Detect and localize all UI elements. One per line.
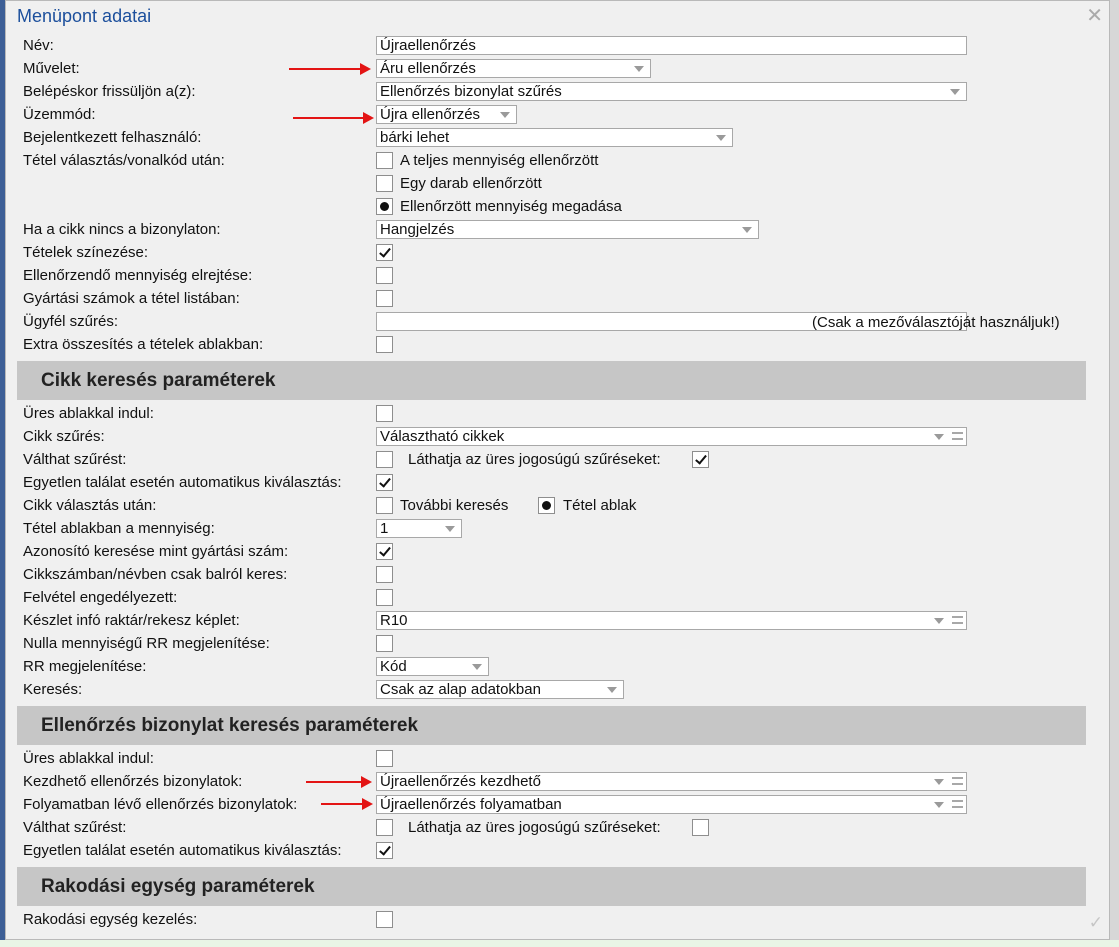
rr-display-label: RR megjelenítése:: [23, 658, 147, 675]
item-start-empty-checkbox[interactable]: [376, 405, 393, 422]
logged-in-user-label: Bejelentkezett felhasználó:: [23, 129, 202, 146]
extra-summary-label: Extra összesítés a tételek ablakban:: [23, 336, 264, 353]
check-icon: ✓: [1088, 913, 1103, 932]
item-coloring-checkbox[interactable]: [376, 244, 393, 261]
mode-select[interactable]: Újra ellenőrzés: [376, 105, 517, 124]
chevron-down-icon: [607, 687, 617, 693]
item-switch-filter-label: Válthat szűrést:: [23, 451, 127, 468]
chevron-down-icon: [950, 89, 960, 95]
handling-unit-checkbox[interactable]: [376, 911, 393, 928]
chevron-down-icon: [934, 434, 944, 440]
close-icon[interactable]: ✕: [1086, 5, 1103, 27]
doc-switch-filter-checkbox[interactable]: [376, 819, 393, 836]
stock-formula-select[interactable]: R10: [376, 611, 967, 630]
item-switch-filter-checkbox[interactable]: [376, 451, 393, 468]
annotation-arrow-startable-docs: [306, 781, 370, 783]
after-item-select-label: Tétel választás/vonalkód után:: [23, 152, 225, 169]
list-icon: [952, 616, 963, 624]
item-auto-select-checkbox[interactable]: [376, 474, 393, 491]
annotation-arrow-mode: [293, 117, 372, 119]
left-only-search-checkbox[interactable]: [376, 566, 393, 583]
id-as-serial-checkbox[interactable]: [376, 543, 393, 560]
item-filter-select[interactable]: Választható cikkek: [376, 427, 967, 446]
logged-in-user-select[interactable]: bárki lehet: [376, 128, 733, 147]
extra-summary-checkbox[interactable]: [376, 336, 393, 353]
name-label: Név:: [23, 37, 54, 54]
chevron-down-icon: [934, 618, 944, 624]
enter-checked-qty-option: Ellenőrzött mennyiség megadása: [400, 198, 622, 215]
full-qty-checked-option: A teljes mennyiség ellenőrzött: [400, 152, 599, 169]
chevron-down-icon: [934, 779, 944, 785]
item-filter-label: Cikk szűrés:: [23, 428, 105, 445]
one-piece-checked-option: Egy darab ellenőrzött: [400, 175, 542, 192]
left-only-search-label: Cikkszámban/névben csak balról keres:: [23, 566, 288, 583]
window-edge-right: [1110, 0, 1119, 940]
item-see-empty-filters-label: Láthatja az üres jogosúgú szűréseket:: [408, 451, 661, 468]
item-see-empty-filters-checkbox[interactable]: [692, 451, 709, 468]
rr-display-select[interactable]: Kód: [376, 657, 489, 676]
operation-label: Művelet:: [23, 60, 80, 77]
recording-allowed-checkbox[interactable]: [376, 589, 393, 606]
after-item-choice-label: Cikk választás után:: [23, 497, 157, 514]
handling-unit-section-header: [17, 867, 1086, 906]
doc-search-heading: Ellenőrzés bizonylat keresés paraméterek: [41, 715, 419, 736]
id-as-serial-label: Azonosító keresése mint gyártási szám:: [23, 543, 289, 560]
serial-in-list-checkbox[interactable]: [376, 290, 393, 307]
serial-in-list-label: Gyártási számok a tétel listában:: [23, 290, 240, 307]
item-start-empty-label: Üres ablakkal indul:: [23, 405, 154, 422]
startable-docs-select[interactable]: Újraellenőrzés kezdhető: [376, 772, 967, 791]
further-search-option: További keresés: [400, 497, 509, 514]
list-icon: [952, 800, 963, 808]
hide-qty-label: Ellenőrzendő mennyiség elrejtése:: [23, 267, 253, 284]
menu-item-dialog: [5, 0, 1110, 940]
startable-docs-label: Kezdhető ellenőrzés bizonylatok:: [23, 773, 243, 790]
one-piece-checked-checkbox[interactable]: [376, 175, 393, 192]
chevron-down-icon: [500, 112, 510, 118]
customer-filter-label: Ügyfél szűrés:: [23, 313, 119, 330]
annotation-arrow-in-progress-docs: [321, 803, 371, 805]
stock-formula-label: Készlet infó raktár/rekesz képlet:: [23, 612, 240, 629]
chevron-down-icon: [742, 227, 752, 233]
doc-start-empty-checkbox[interactable]: [376, 750, 393, 767]
full-qty-checked-checkbox[interactable]: [376, 152, 393, 169]
doc-switch-filter-label: Válthat szűrést:: [23, 819, 127, 836]
doc-see-empty-filters-label: Láthatja az üres jogosúgú szűréseket:: [408, 819, 661, 836]
in-progress-docs-label: Folyamatban lévő ellenőrzés bizonylatok:: [23, 796, 298, 813]
item-search-heading: Cikk keresés paraméterek: [41, 370, 276, 391]
qty-in-item-window-select[interactable]: 1: [376, 519, 462, 538]
item-not-on-doc-select[interactable]: Hangjelzés: [376, 220, 759, 239]
list-icon: [952, 432, 963, 440]
item-window-option: Tétel ablak: [563, 497, 637, 514]
doc-search-section-header: [17, 706, 1086, 745]
refresh-on-enter-select[interactable]: Ellenőrzés bizonylat szűrés: [376, 82, 967, 101]
mode-label: Üzemmód:: [23, 106, 96, 123]
dialog-title: Menüpont adatai: [17, 6, 152, 26]
list-icon: [952, 777, 963, 785]
chevron-down-icon: [634, 66, 644, 72]
item-window-radio[interactable]: [538, 497, 555, 514]
further-search-checkbox[interactable]: [376, 497, 393, 514]
in-progress-docs-select[interactable]: Újraellenőrzés folyamatban: [376, 795, 967, 814]
chevron-down-icon: [716, 135, 726, 141]
handling-unit-heading: Rakodási egység paraméterek: [41, 876, 315, 897]
chevron-down-icon: [934, 802, 944, 808]
hide-qty-checkbox[interactable]: [376, 267, 393, 284]
operation-select[interactable]: Áru ellenőrzés: [376, 59, 651, 78]
show-zero-rr-label: Nulla mennyiségű RR megjelenítése:: [23, 635, 270, 652]
qty-in-item-window-label: Tétel ablakban a mennyiség:: [23, 520, 215, 537]
enter-checked-qty-radio[interactable]: [376, 198, 393, 215]
search-label: Keresés:: [23, 681, 83, 698]
doc-see-empty-filters-checkbox[interactable]: [692, 819, 709, 836]
chevron-down-icon: [445, 526, 455, 532]
chevron-down-icon: [472, 664, 482, 670]
name-input[interactable]: Újraellenőrzés: [376, 36, 967, 55]
item-coloring-label: Tételek színezése:: [23, 244, 149, 261]
item-search-section-header: [17, 361, 1086, 400]
annotation-arrow-operation: [289, 68, 369, 70]
recording-allowed-label: Felvétel engedélyezett:: [23, 589, 178, 606]
handling-unit-label: Rakodási egység kezelés:: [23, 911, 198, 928]
refresh-on-enter-label: Belépéskor frissüljön a(z):: [23, 83, 196, 100]
doc-auto-select-checkbox[interactable]: [376, 842, 393, 859]
customer-filter-note: (Csak a mezőválasztóját használjuk!): [812, 314, 1060, 331]
item-auto-select-label: Egyetlen találat esetén automatikus kiválasztás:: [23, 474, 342, 491]
show-zero-rr-checkbox[interactable]: [376, 635, 393, 652]
doc-auto-select-label: Egyetlen találat esetén automatikus kiválasztás:: [23, 842, 342, 859]
doc-start-empty-label: Üres ablakkal indul:: [23, 750, 154, 767]
item-not-on-doc-label: Ha a cikk nincs a bizonylaton:: [23, 221, 221, 238]
search-select[interactable]: Csak az alap adatokban: [376, 680, 624, 699]
